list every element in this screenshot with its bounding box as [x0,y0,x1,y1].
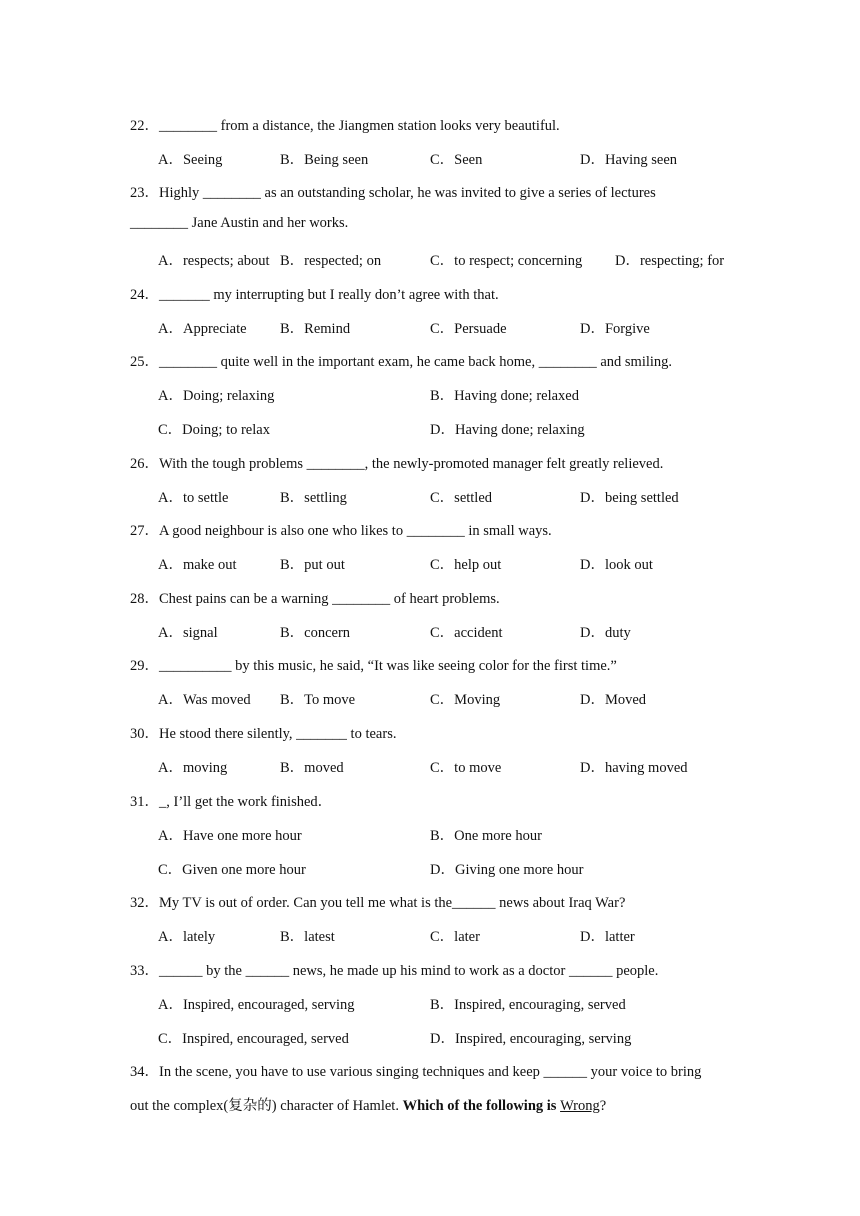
q25-option-d: D．Having done; relaxing [430,422,585,438]
question-24-stem: 24．_______ my interrupting but I really don’t agree with that. [130,287,499,303]
q28-option-a: A．signal [158,625,218,641]
q27-option-b: B．put out [280,557,345,573]
q29-option-c: C．Moving [430,692,501,708]
q30-option-c: C．to move [430,760,502,776]
q31-option-c: C．Given one more hour [158,862,306,878]
q32-option-c: C．later [430,929,480,945]
q28-option-d: D．duty [580,625,631,641]
q33-option-b: B．Inspired, encouraging, served [430,997,626,1013]
q34-stem-text: out the complex(复杂的) character of Hamlet. [130,1098,403,1114]
question-30-stem: 30．He stood there silently, _______ to tears. [130,726,397,742]
q33-option-a: A．Inspired, encouraged, serving [158,997,355,1013]
question-22-stem: 22．________ from a distance, the Jiangmen station looks very beautiful. [130,118,560,134]
q22-option-a: A．Seeing [158,152,223,168]
q25-option-a: A．Doing; relaxing [158,388,275,404]
q23-option-a: A．respects; about [158,253,270,269]
question-32-stem: 32．My TV is out of order. Can you tell me what is the______ news about Iraq War? [130,895,626,911]
question-28-stem: 28．Chest pains can be a warning ________ of heart problems. [130,591,500,607]
q24-option-c: C．Persuade [430,321,507,337]
q34-emphasis-wrong: Wrong [560,1098,600,1114]
q33-option-d: D．Inspired, encouraging, serving [430,1031,632,1047]
q24-option-d: D．Forgive [580,321,650,337]
q30-option-d: D．having moved [580,760,688,776]
q34-question-mark: ? [599,1098,607,1114]
question-34-stem-line1: 34．In the scene, you have to use various singing techniques and keep ______ your voice to bring [130,1064,702,1080]
q30-option-b: B．moved [280,760,344,776]
q31-option-a: A．Have one more hour [158,828,302,844]
q29-option-a: A．Was moved [158,692,251,708]
q24-option-b: B．Remind [280,321,351,337]
q22-option-b: B．Being seen [280,152,369,168]
q34-instruction: Which of the following is [402,1098,561,1114]
question-29-stem: 29．__________ by this music, he said, “It was like seeing color for the first time.” [130,658,617,674]
question-25-stem: 25．________ quite well in the important exam, he came back home, ________ and smiling. [130,354,673,370]
q26-option-d: D．being settled [580,490,679,506]
q29-option-b: B．To move [280,692,356,708]
question-23-stem-line1: 23．Highly ________ as an outstanding scholar, he was invited to give a series of lectures [130,185,656,201]
q27-option-c: C．help out [430,557,502,573]
question-33-stem: 33．______ by the ______ news, he made up his mind to work as a doctor ______ people. [130,963,659,979]
q22-option-c: C．Seen [430,152,483,168]
q29-option-d: D．Moved [580,692,647,708]
q33-option-c: C．Inspired, encouraged, served [158,1031,349,1047]
q25-option-c: C．Doing; to relax [158,422,270,438]
q32-option-b: B．latest [280,929,335,945]
q27-option-d: D．look out [580,557,653,573]
q31-option-d: D．Giving one more hour [430,862,584,878]
q26-option-b: B．settling [280,490,347,506]
q23-option-b: B．respected; on [280,253,382,269]
q23-option-c: C．to respect; concerning [430,253,583,269]
q25-option-b: B．Having done; relaxed [430,388,579,404]
question-34-stem-line2 [130,1094,606,1115]
q28-option-b: B．concern [280,625,351,641]
q28-option-c: C．accident [430,625,503,641]
q23-option-d: D．respecting; for [615,253,725,269]
q27-option-a: A．make out [158,557,237,573]
q32-option-d: D．latter [580,929,635,945]
q26-option-a: A．to settle [158,490,229,506]
question-27-stem: 27．A good neighbour is also one who likes to ________ in small ways. [130,523,552,539]
q22-option-d: D．Having seen [580,152,678,168]
question-26-stem: 26．With the tough problems ________, the newly-promoted manager felt greatly relieved. [130,456,664,472]
q32-option-a: A．lately [158,929,216,945]
q31-option-b: B．One more hour [430,828,542,844]
question-23-stem-line2: ________ Jane Austin and her works. [130,215,349,231]
question-31-stem: 31．_, I’ll get the work finished． [130,794,333,810]
q24-option-a: A．Appreciate [158,321,247,337]
q30-option-a: A．moving [158,760,228,776]
q26-option-c: C．settled [430,490,493,506]
